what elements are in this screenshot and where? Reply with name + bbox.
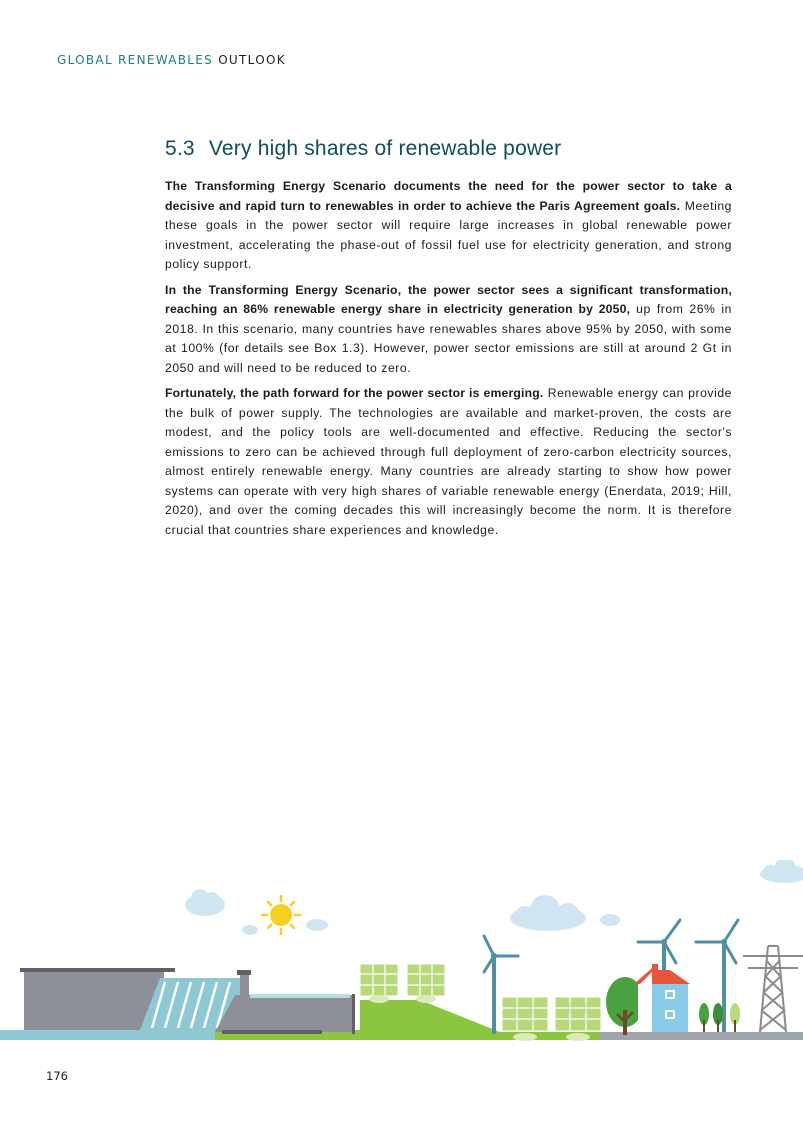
header-title-rest: OUTLOOK bbox=[218, 53, 286, 67]
cloud-icon bbox=[760, 860, 803, 883]
sun-icon bbox=[262, 896, 300, 934]
paragraph-3 bbox=[165, 384, 732, 540]
paragraph-3-lead: Fortunately, the path forward for the power sector is emerging. bbox=[165, 386, 544, 400]
dam-icon bbox=[20, 968, 355, 1034]
paragraph-3-body: Renewable energy can provide the bulk of power supply. The technologies are available and market-proven, the costs are modest, and the policy tools are well-documented and effective. Reducing the sector's emissions to zero can be achieved through full deployment of zero-carbon electricity sources, almost entirely renewable energy. Many countries are already starting to show how power systems can operate with very high shares of variable renewable energy (Enerdata, 2019; Hill, 2020), and over the coming decades this will increasingly become the norm. It is therefore crucial that countries share experiences and knowledge. bbox=[165, 386, 732, 537]
section-heading: Very high shares of renewable power bbox=[208, 137, 562, 160]
solar-panel-icon bbox=[360, 964, 445, 1003]
paragraph-1-lead: The Transforming Energy Scenario documents the need for the power sector to take a decisive and rapid turn to renewables in order to achieve the Paris Agreement goals. bbox=[165, 179, 732, 213]
paragraph-2 bbox=[165, 281, 732, 379]
cloud-icon bbox=[185, 889, 225, 916]
cloud-icon bbox=[600, 914, 620, 926]
page-number: 176 bbox=[46, 1069, 68, 1083]
section-title bbox=[165, 137, 561, 161]
body-text bbox=[165, 177, 732, 546]
section-number: 5.3 bbox=[165, 137, 195, 160]
paragraph-2-lead: In the Transforming Energy Scenario, the power sector sees a significant transformation, reaching an 86% renewable energy share in electricity generation by 2050, bbox=[165, 282, 732, 316]
paragraph-2-body: up from 26% in 2018. In this scenario, many countries have renewables shares above 95% by 2050, with some at 100% (for details see Box 1.3). However, power sector emissions are still at around 2 Gt in 2050 and will need to be reduced to zero. bbox=[165, 302, 732, 375]
cloud-icon bbox=[242, 925, 258, 935]
transmission-tower-icon bbox=[743, 946, 803, 1032]
cloud-icon bbox=[510, 895, 586, 931]
paragraph-1-body: Meeting these goals in the power sector will require large increases in global renewable power investment, accelerating the phase-out of fossil fuel use for electricity generation, and strong policy support. bbox=[165, 198, 732, 271]
cloud-icon bbox=[306, 919, 328, 931]
running-header bbox=[57, 53, 286, 67]
header-title-highlight: GLOBAL RENEWABLES bbox=[57, 53, 214, 67]
house-icon bbox=[634, 964, 690, 1032]
renewable-landscape-illustration bbox=[0, 860, 803, 1045]
paragraph-1 bbox=[165, 177, 732, 275]
tree-icon bbox=[699, 1003, 740, 1032]
